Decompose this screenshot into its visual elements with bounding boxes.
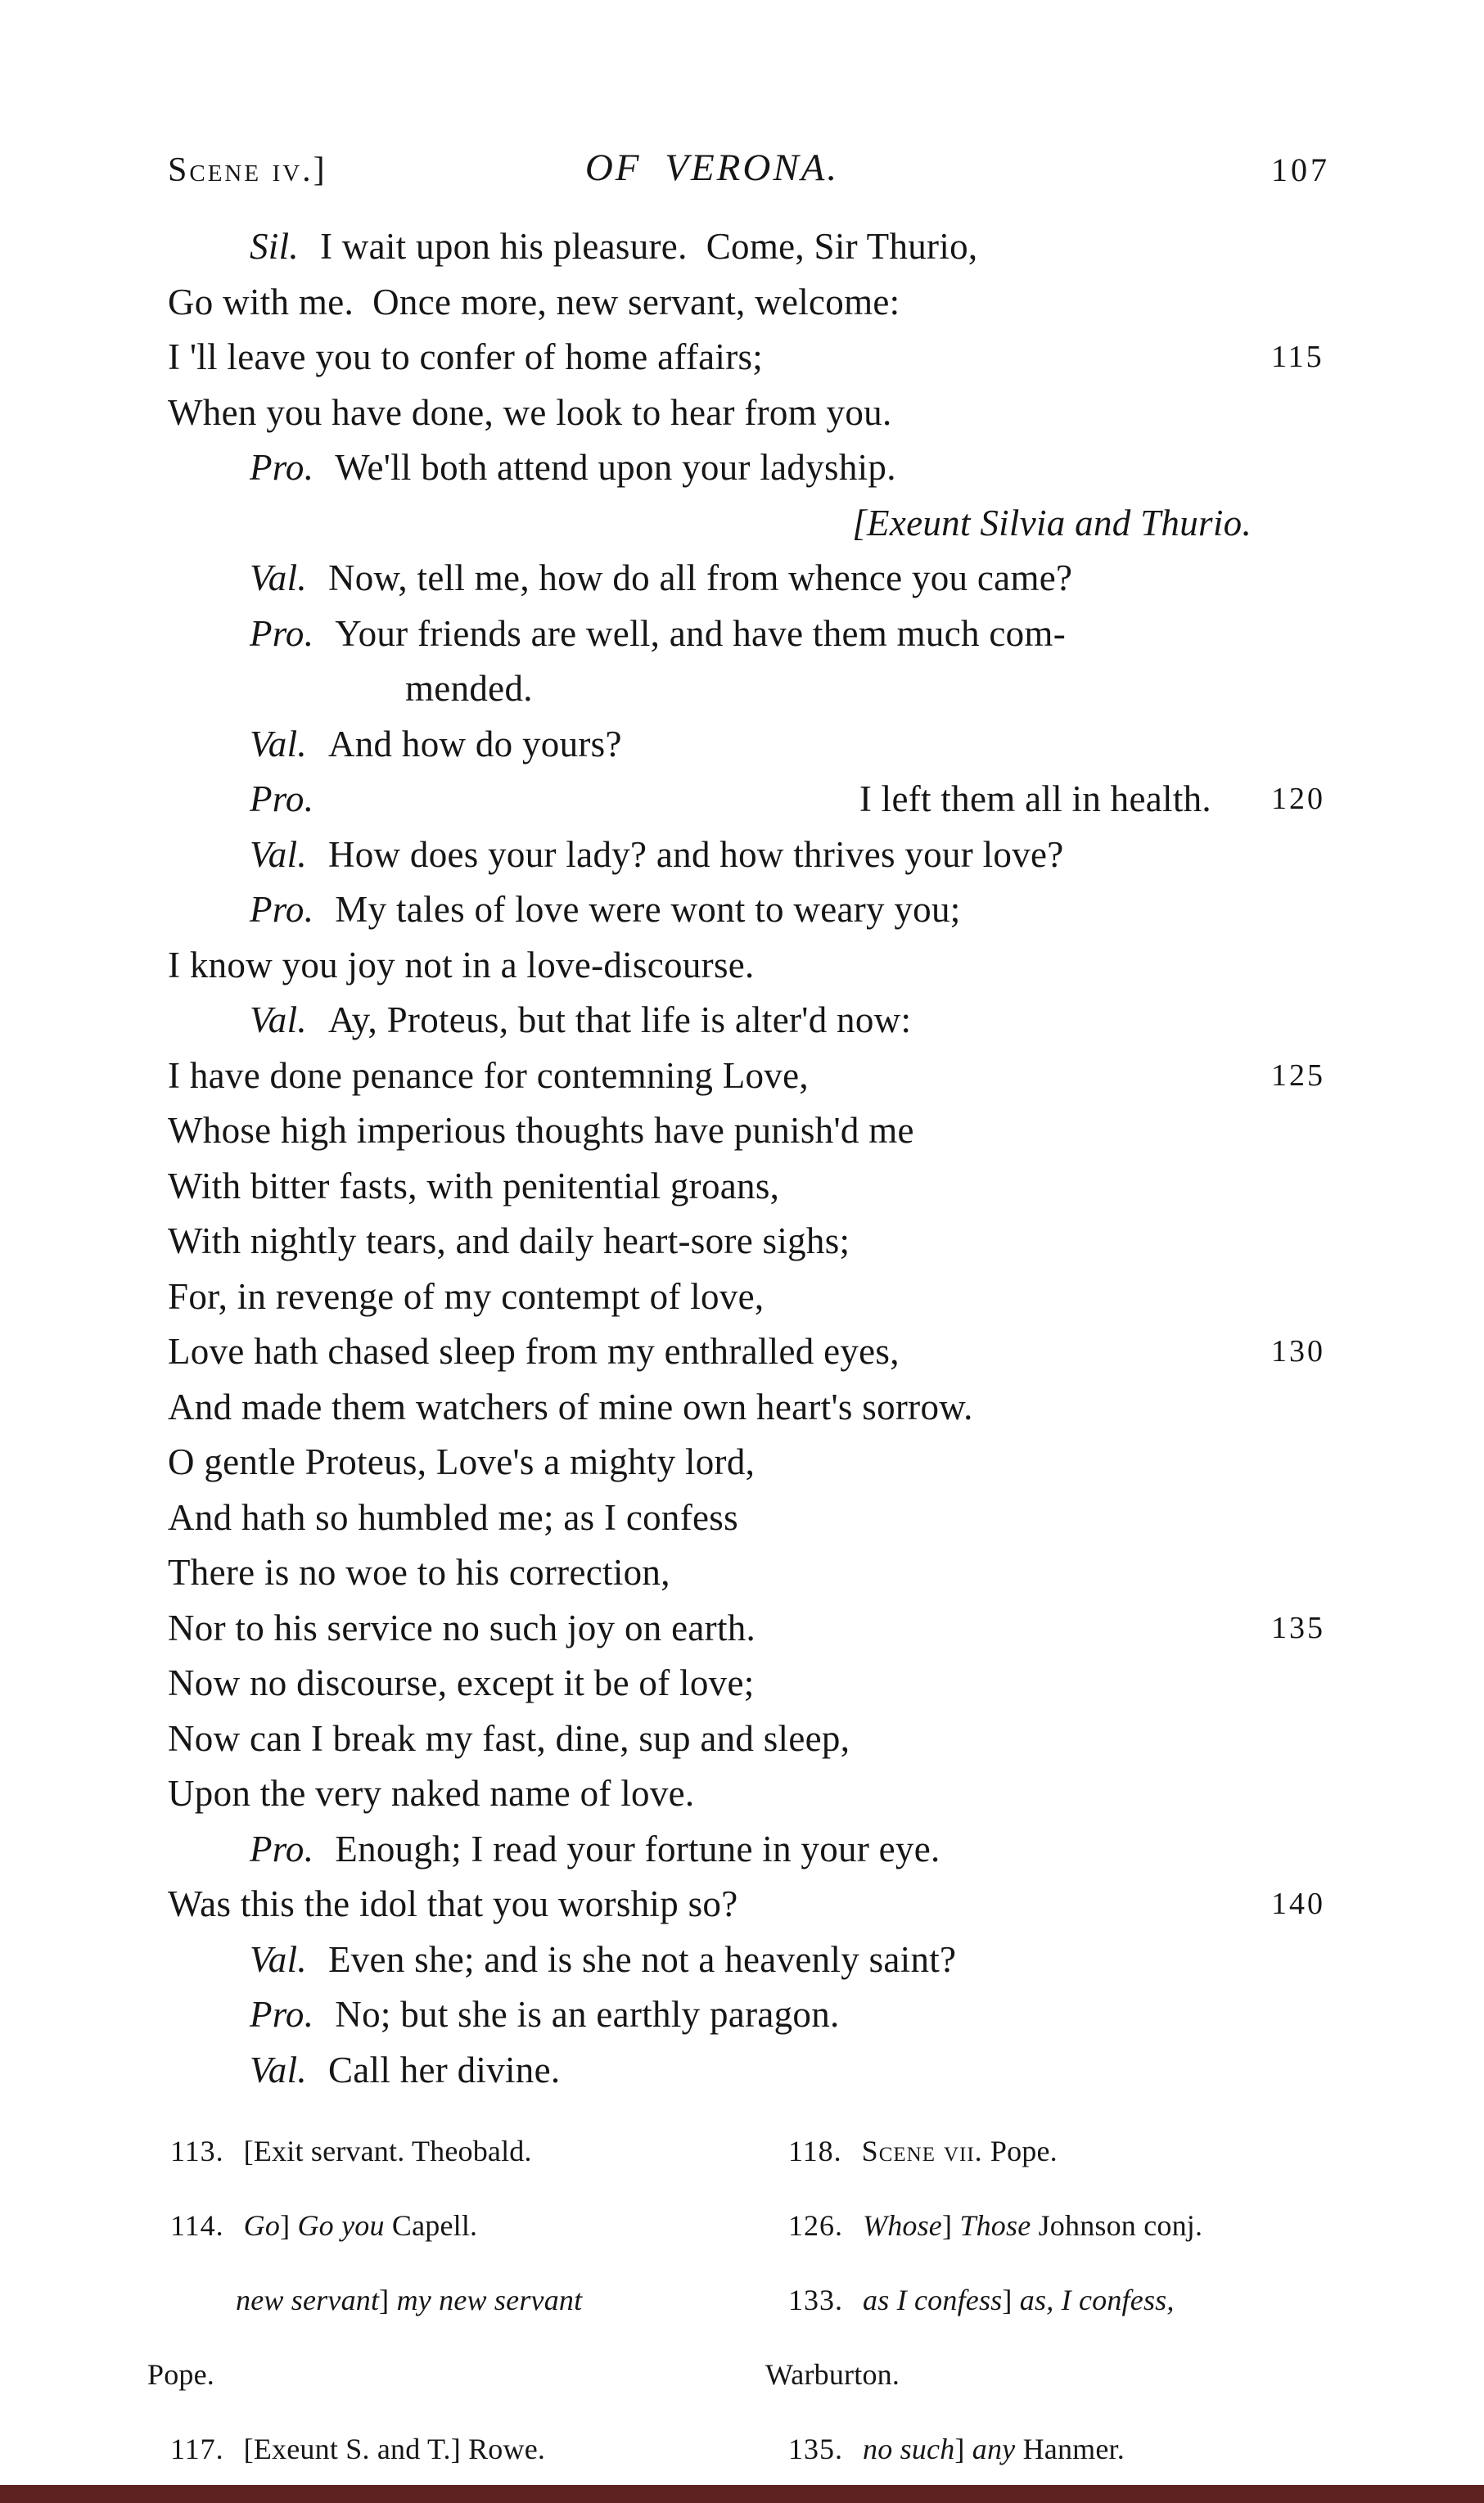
footnote-line (765, 2352, 1355, 2397)
line-text: Enough; I read your fortune in your eye. (335, 1828, 940, 1869)
speech-line (168, 1380, 1256, 1436)
speech-line (168, 828, 1256, 883)
speech-line (168, 1987, 1256, 2043)
speech-line (168, 1491, 1256, 1546)
footnote-lemma: as I confess (863, 2284, 1003, 2316)
speaker-abbrev: Val. (250, 833, 307, 875)
line-text: We'll both attend upon your ladyship. (335, 447, 896, 488)
footnote-line (765, 2427, 1355, 2472)
speech-line (168, 2043, 1256, 2099)
speech-line (168, 1766, 1256, 1822)
speaker-abbrev: Pro. (250, 612, 314, 654)
line-text: I have done penance for contemning Love, (168, 1054, 809, 1096)
footnote-line (765, 2129, 1355, 2174)
footnote-number: 133. (788, 2284, 843, 2316)
speaker-abbrev: Val. (250, 723, 307, 764)
speech-line (168, 1822, 1256, 1878)
line-text: Even she; and is she not a heavenly saint? (327, 1938, 957, 1980)
footnote-lemma: no such (863, 2433, 955, 2465)
line-text: With nightly tears, and daily heart-sore sighs; (168, 1220, 850, 1261)
running-title: OF VERONA. (584, 147, 840, 189)
footnote-text: ] (1002, 2284, 1020, 2316)
footnote-column-left (147, 2099, 765, 2501)
line-number: 120 (1271, 782, 1325, 816)
speech-line (168, 1270, 1256, 1325)
line-text: With bitter fasts, with penitential groans, (168, 1165, 780, 1206)
footnote-text: Pope. (147, 2358, 214, 2391)
line-text: Now, tell me, how do all from whence you came? (327, 557, 1073, 598)
footnote-number: 135. (788, 2433, 843, 2465)
line-text: There is no woe to his correction, (168, 1552, 670, 1593)
line-text: Now no discourse, except it be of love; (168, 1662, 755, 1703)
line-number: 135 (1271, 1610, 1325, 1645)
footnote-number: 113. (170, 2135, 224, 2167)
speech-line (168, 1932, 1256, 1988)
running-head (168, 146, 1330, 195)
speech-line (168, 938, 1256, 994)
footnote-line (765, 2278, 1355, 2323)
speaker-abbrev: Val. (250, 2049, 307, 2090)
footnote-text: [Exeunt S. and T.] Rowe. (243, 2433, 546, 2465)
speech-line (168, 1545, 1256, 1601)
line-text: Whose high imperious thoughts have punish'd me (168, 1110, 914, 1151)
footnote-line (765, 2203, 1355, 2248)
footnote-text: ] (280, 2209, 298, 2242)
line-text: Nor to his service no such joy on earth. (168, 1607, 756, 1648)
footnote-text: Pope. (982, 2135, 1058, 2167)
speech-line (168, 1601, 1325, 1657)
footnote-column-right (765, 2099, 1355, 2501)
line-number: 125 (1271, 1058, 1325, 1093)
line-text: I know you joy not in a love-discourse. (168, 944, 755, 985)
scene-label: Scene iv.] (168, 151, 327, 189)
speech-line (168, 1214, 1256, 1270)
speech-line (168, 772, 1325, 828)
footnote-reading: my new servant (396, 2284, 583, 2316)
line-text: Now can I break my fast, dine, sup and sleep, (168, 1717, 850, 1759)
line-text: When you have done, we look to hear from you. (168, 391, 892, 433)
line-text: For, in revenge of my contempt of love, (168, 1275, 765, 1317)
line-text: And made them watchers of mine own heart's sorrow. (168, 1386, 973, 1427)
line-number: 130 (1271, 1334, 1325, 1369)
footnote-reading: Those (959, 2209, 1031, 2242)
speaker-abbrev: Pro. (250, 1994, 314, 2035)
speech-line (168, 330, 1324, 386)
footnote-lemma: Go (243, 2209, 281, 2242)
speech-line (168, 440, 1256, 496)
speech-line (168, 1877, 1325, 1932)
page-number: 107 (1271, 151, 1330, 188)
footnote-line (147, 2129, 765, 2174)
footnote-number: 117. (170, 2433, 224, 2465)
speaker-abbrev: Pro. (250, 447, 314, 488)
stage-direction-text: [Exeunt Silvia and Thurio. (852, 502, 1252, 543)
line-text: Was this the idol that you worship so? (168, 1883, 738, 1924)
speech-line (168, 1324, 1325, 1380)
footnote-scene-ref: Scene vii. (861, 2135, 983, 2167)
footnote-text: ] (954, 2433, 972, 2465)
line-text: Go with me. Once more, new servant, welcome: (168, 281, 900, 322)
speaker-abbrev: Pro. (250, 778, 314, 819)
speech-line (168, 607, 1256, 662)
speaker-abbrev: Val. (250, 1938, 307, 1980)
footnote-text: Warburton. (765, 2358, 900, 2391)
footnote-text: ] (941, 2209, 960, 2242)
footnote-reading: as, I confess, (1019, 2284, 1175, 2316)
speaker-abbrev: Pro. (250, 889, 314, 930)
footnote-number: 114. (170, 2209, 224, 2242)
speech-line (168, 1049, 1325, 1104)
speaker-abbrev: Pro. (250, 1828, 314, 1869)
line-number: 115 (1271, 340, 1324, 374)
line-text: And how do yours? (327, 723, 622, 764)
footnote-reading: any (972, 2433, 1016, 2465)
footnote-line (147, 2278, 765, 2323)
line-text: mended. (405, 668, 533, 709)
line-number: 140 (1271, 1887, 1325, 1921)
speech-line (168, 882, 1256, 938)
footnote-line (147, 2203, 765, 2248)
footnote-lemma: Whose (863, 2209, 942, 2242)
line-text: I wait upon his pleasure. Come, Sir Thurio, (319, 226, 978, 267)
speech-line (168, 1712, 1256, 1767)
footnote-line (147, 2427, 765, 2472)
footnote-number: 126. (788, 2209, 843, 2242)
speech-line (168, 386, 1256, 441)
line-text: And hath so humbled me; as I confess (168, 1496, 738, 1538)
line-text: My tales of love were wont to weary you; (335, 889, 961, 930)
footnote-text: Hanmer. (1015, 2433, 1125, 2465)
speech-line (168, 1656, 1256, 1712)
stage-direction (168, 496, 1256, 552)
line-text: Love hath chased sleep from my enthralled eyes, (168, 1331, 900, 1372)
footnote-lemma: new servant (236, 2284, 380, 2316)
footnote-text: [Exit servant. Theobald. (243, 2135, 532, 2167)
footnote-line (147, 2352, 765, 2397)
speech-line (168, 1159, 1256, 1215)
speech-line (168, 993, 1256, 1049)
footnotes (147, 2099, 1355, 2501)
line-text: O gentle Proteus, Love's a mighty lord, (168, 1441, 756, 1482)
speaker-abbrev: Val. (250, 999, 307, 1040)
bottom-bar (0, 2485, 1484, 2503)
speech-line (168, 1103, 1256, 1159)
speech-line (168, 275, 1256, 331)
speech-line (168, 219, 1256, 275)
speech-line-continuation (168, 661, 1256, 717)
speech-line (168, 1435, 1256, 1491)
line-text: Call her divine. (327, 2049, 561, 2090)
speech-line (168, 717, 1256, 773)
speech-line (168, 551, 1256, 607)
line-text: I 'll leave you to confer of home affairs; (168, 336, 764, 377)
line-text: No; but she is an earthly paragon. (335, 1994, 840, 2035)
line-text: Ay, Proteus, but that life is alter'd now: (327, 999, 912, 1040)
play-text (168, 219, 1325, 2098)
line-text: Upon the very naked name of love. (168, 1773, 695, 1814)
speaker-abbrev: Val. (250, 557, 307, 598)
speaker-abbrev: Sil. (250, 226, 299, 267)
line-text: How does your lady? and how thrives your love? (327, 833, 1064, 875)
line-text: I left them all in health. (859, 778, 1211, 819)
footnote-text: Johnson conj. (1031, 2209, 1203, 2242)
footnote-text: ] (379, 2284, 397, 2316)
line-text: Your friends are well, and have them much com- (335, 612, 1067, 654)
footnote-text: Capell. (384, 2209, 478, 2242)
footnote-reading: Go you (297, 2209, 385, 2242)
footnote-number: 118. (788, 2135, 842, 2167)
